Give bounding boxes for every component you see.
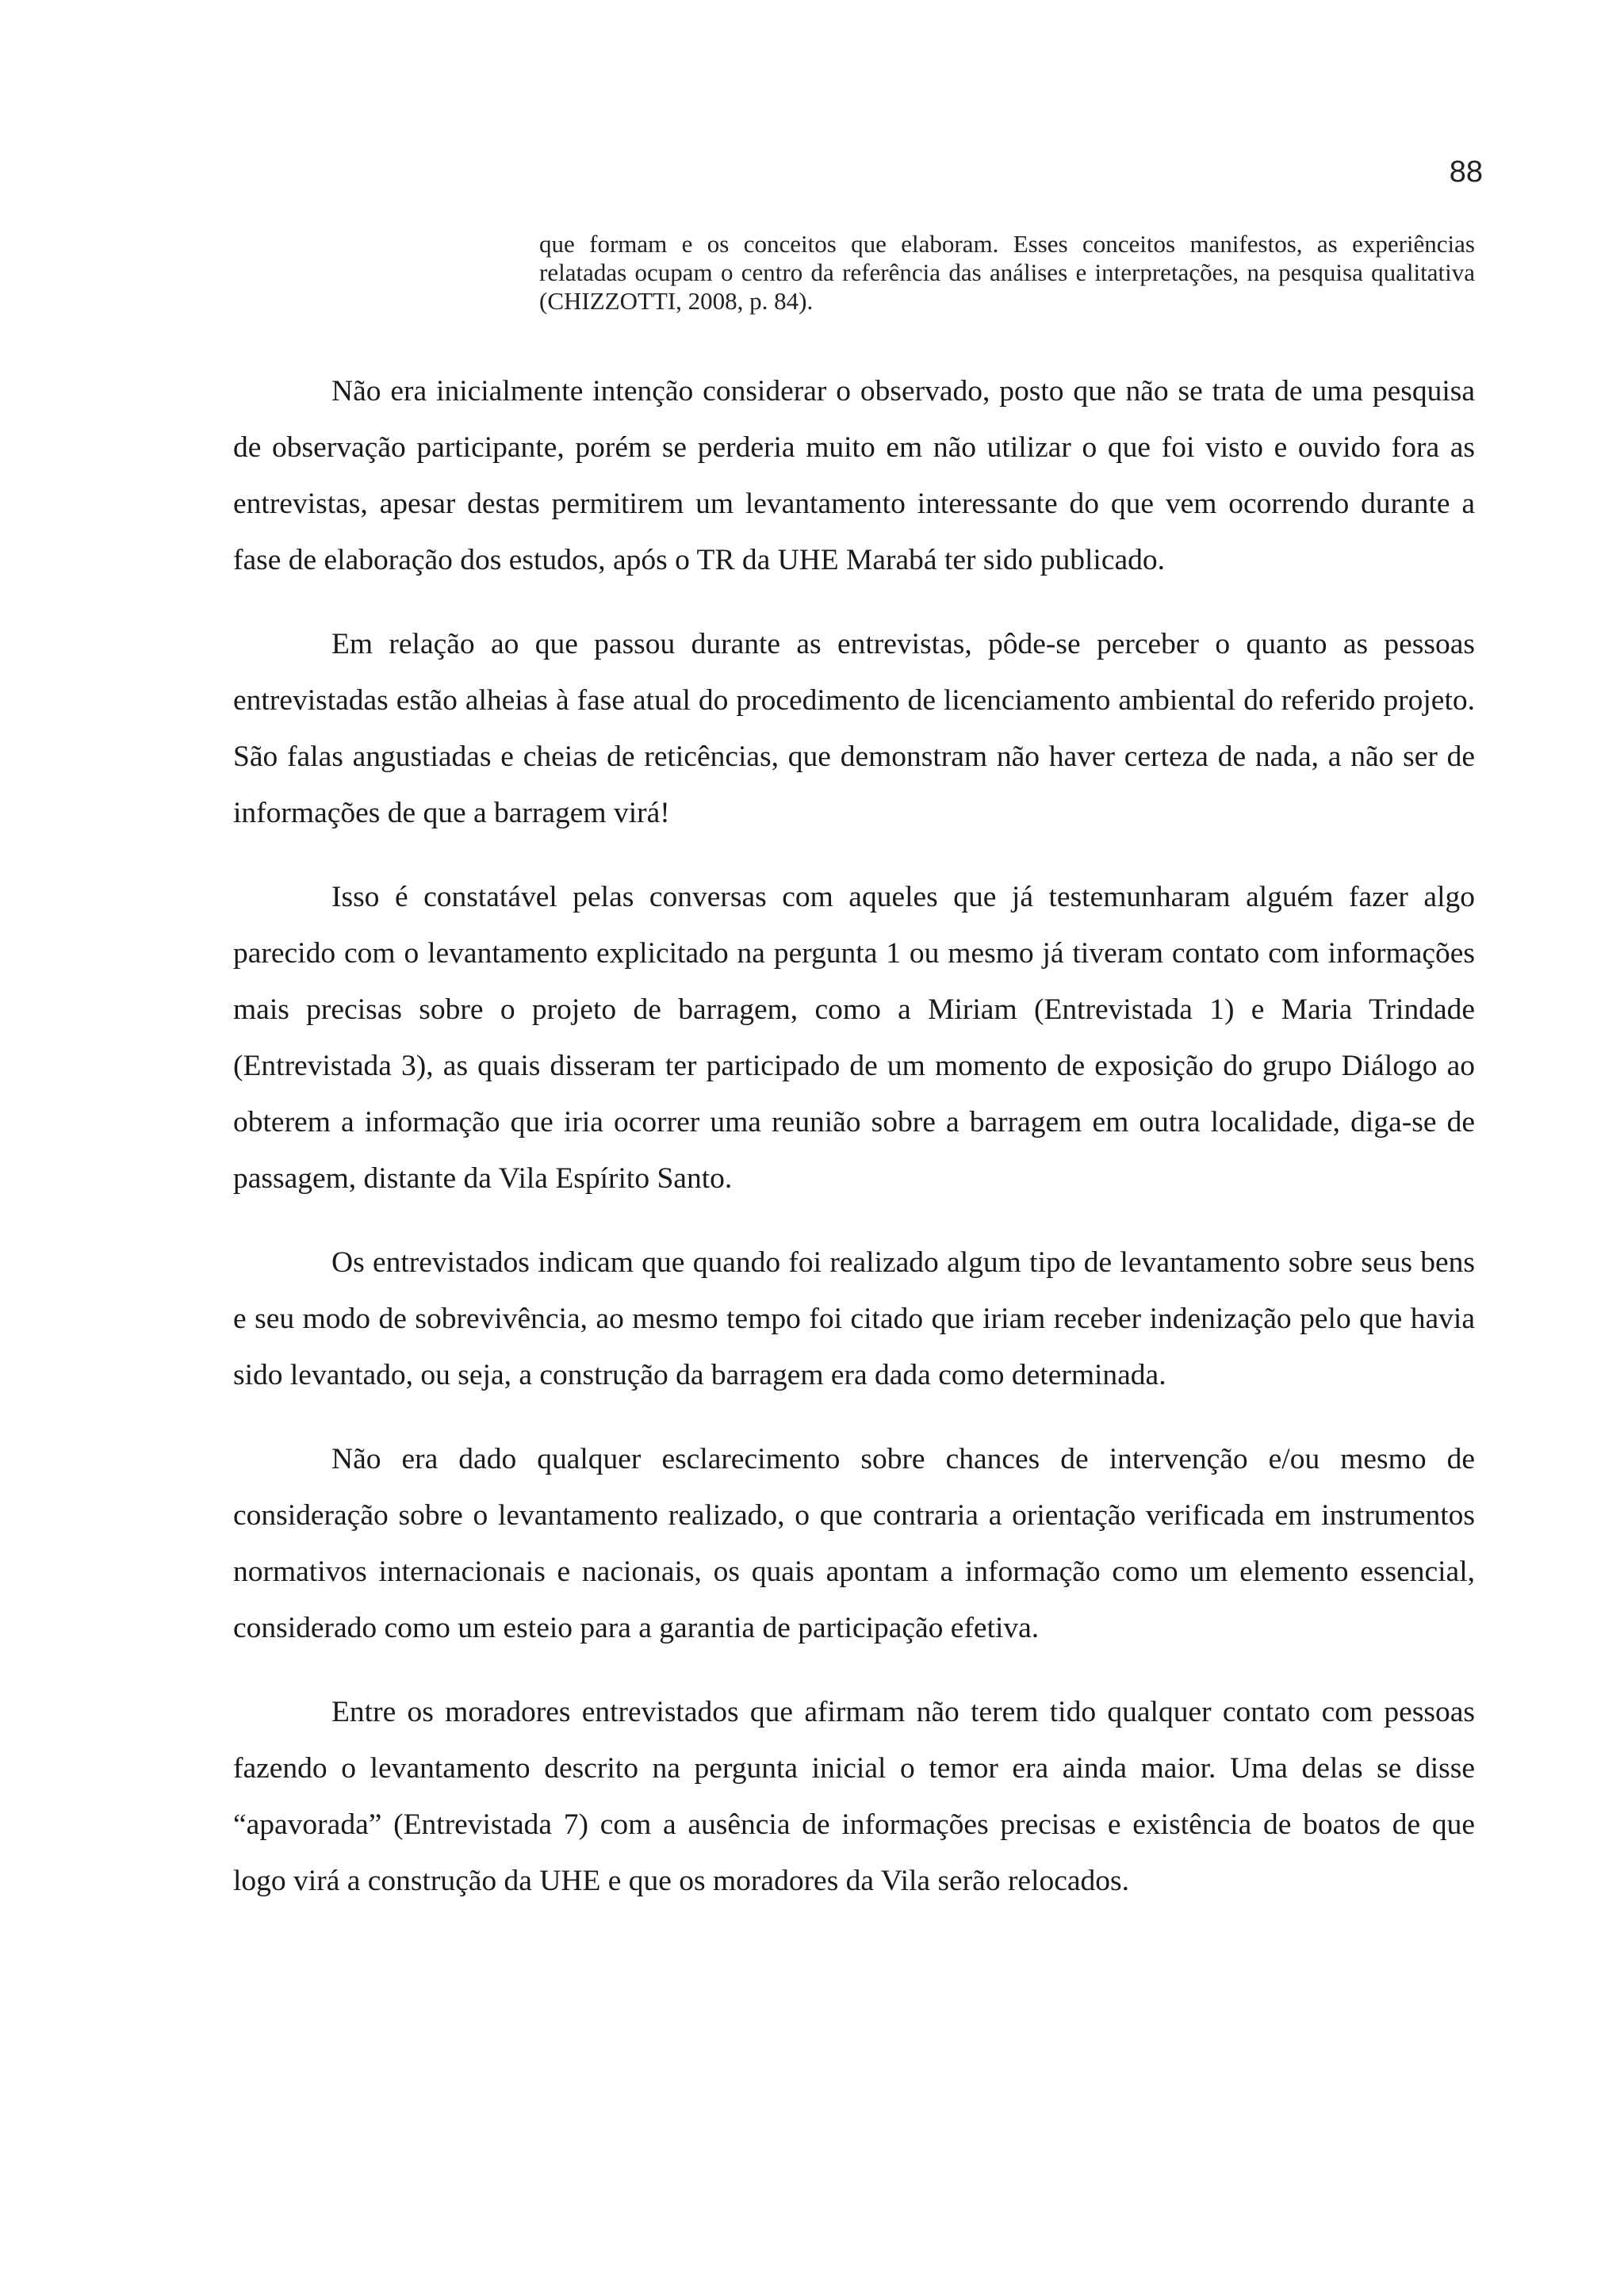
paragraph-4: Os entrevistados indicam que quando foi realizado algum tipo de levantamento sobre seus bens e seu modo de sobrevivência, ao mesmo tempo foi citado que iriam receber indenização pelo que havia sido levantado, ou seja, a construção da barragem era dada como determinada. bbox=[233, 1246, 1475, 1391]
page-number: 88 bbox=[1449, 155, 1483, 189]
paragraph-6: Entre os moradores entrevistados que afirmam não terem tido qualquer contato com pessoas fazendo o levantamento descrito na pergunta inicial o temor era ainda maior. Uma delas se disse “apavorada” (Entrevistada 7) com a ausência de informações precisas e existência de boatos de que logo virá a construção da UHE e que os moradores da Vila serão relocados. bbox=[233, 1696, 1475, 1897]
body-text bbox=[233, 363, 1475, 1937]
block-quote: que formam e os conceitos que elaboram. Esses conceitos manifestos, as experiências relatadas ocupam o centro da referência das análises e interpretações, na pesquisa qualitativa (CHIZZOTTI, 2008, p. 84). bbox=[539, 230, 1475, 315]
paragraph-2: Em relação ao que passou durante as entrevistas, pôde-se perceber o quanto as pessoas entrevistadas estão alheias à fase atual do procedimento de licenciamento ambiental do referido projeto. São falas angustiadas e cheias de reticências, que demonstram não haver certeza de nada, a não ser de informações de que a barragem virá! bbox=[233, 628, 1475, 829]
paragraph-1: Não era inicialmente intenção considerar o observado, posto que não se trata de uma pesquisa de observação participante, porém se perderia muito em não utilizar o que foi visto e ouvido fora as entrevistas, apesar destas permitirem um levantamento interessante do que vem ocorrendo durante a fase de elaboração dos estudos, após o TR da UHE Marabá ter sido publicado. bbox=[233, 375, 1475, 576]
paragraph-3: Isso é constatável pelas conversas com aqueles que já testemunharam alguém fazer algo parecido com o levantamento explicitado na pergunta 1 ou mesmo já tiveram contato com informações mais precisas sobre o projeto de barragem, como a Miriam (Entrevistada 1) e Maria Trindade (Entrevistada 3), as quais disseram ter participado de um momento de exposição do grupo Diálogo ao obterem a informação que iria ocorrer uma reunião sobre a barragem em outra localidade, diga-se de passagem, distante da Vila Espírito Santo. bbox=[233, 881, 1475, 1195]
paragraph-5: Não era dado qualquer esclarecimento sobre chances de intervenção e/ou mesmo de consideração sobre o levantamento realizado, o que contraria a orientação verificada em instrumentos normativos internacionais e nacionais, os quais apontam a informação como um elemento essencial, considerado como um esteio para a garantia de participação efetiva. bbox=[233, 1443, 1475, 1644]
